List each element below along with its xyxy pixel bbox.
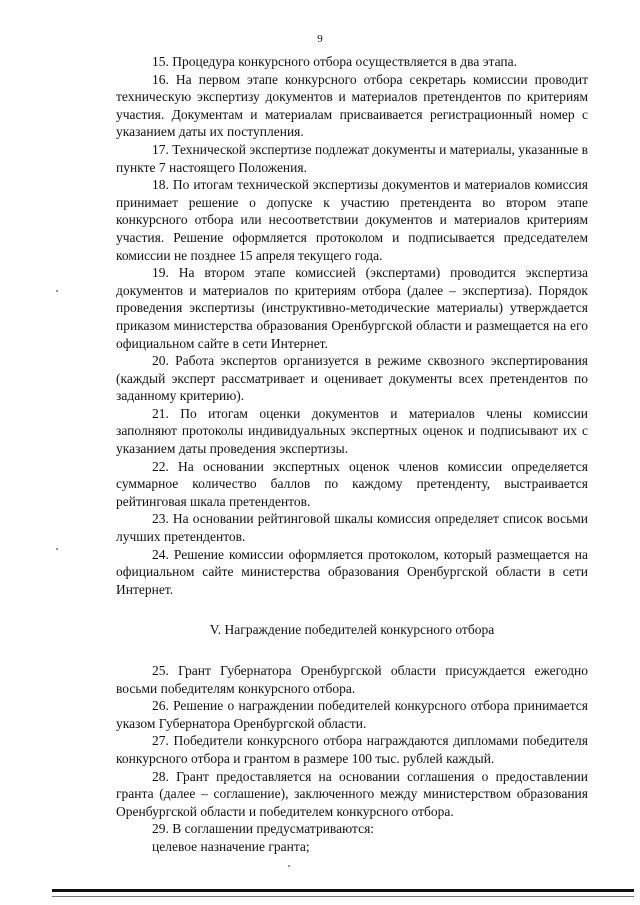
paragraph-18: 18. По итогам технической экспертизы документов и материалов комиссия принимает решение о допуске к участию претендента во втором этапе конкурсного отбора или несоответствии документов и материалов критериям участия. Решение оформляется протоколом и подписывается председателем комиссии не позднее 15 апреля текущего года.: [116, 177, 588, 263]
paragraph-22: 22. На основании экспертных оценок членов комиссии определяется суммарное количество баллов по каждому претенденту, выстраивается рейтинговая шкала претендентов.: [116, 458, 588, 509]
paragraph-19: 19. На втором этапе комиссией (экспертами) проводится экспертиза документов и материалов по критериям отбора (далее – экспертиза). Порядок проведения экспертизы (инструктивно-методические материалы) утверждается приказом министерства образования Оренбургской области и размещается на его официальном сайте в сети Интернет.: [116, 265, 588, 351]
section-title: V. Награждение победителей конкурсного отбора: [209, 622, 495, 638]
paragraph-16: 16. На первом этапе конкурсного отбора секретарь комиссии проводит техническую экспертизу документов и материалов претендентов по критериям участия. Документам и материалам присваивается регистрационный номер с указанием даты их поступления.: [116, 71, 588, 140]
paragraph-15: 15. Процедура конкурсного отбора осуществляется в два этапа.: [152, 54, 517, 69]
paragraph-17: 17. Технической экспертизе подлежат документы и материалы, указанные в пункте 7 настоящего Положения.: [116, 141, 588, 175]
paragraph-29-item: целевое назначение гранта;: [152, 838, 310, 854]
paragraph-28: 28. Грант предоставляется на основании соглашения о предоставлении гранта (далее – соглашение), заключенного между министерством образования Оренбургской области и победителем конкурсного отбора.: [116, 768, 588, 819]
paragraph-29: 29. В соглашении предусматриваются:: [152, 821, 375, 837]
paragraph-23: 23. На основании рейтинговой шкалы комиссия определяет список восьми лучших претендентов.: [116, 511, 588, 545]
paragraph-27: 27. Победители конкурсного отбора награждаются дипломами победителя конкурсного отбора и грантом в размере 100 тыс. рублей каждый.: [116, 733, 588, 766]
paragraph-26: 26. Решение о награждении победителей конкурсного отбора принимается указом Губернатора Оренбургской области.: [116, 698, 588, 731]
paragraph-25: 25. Грант Губернатора Оренбургской области присуждается ежегодно восьми победителям конкурсного отбора.: [116, 663, 588, 696]
paragraph-24: 24. Решение комиссии оформляется протоколом, который размещается на официальном сайте министерства образования Оренбургской области в сети Интернет.: [116, 546, 588, 597]
scan-speck: [56, 290, 58, 292]
page-bottom-border-shadow: [52, 896, 634, 897]
page-bottom-border: [52, 889, 634, 892]
document-body: [116, 53, 588, 856]
paragraph-21: 21. По итогам оценки документов и материалов члены комиссии заполняют протоколы индивидуальных экспертных оценок и подписывают их с указанием даты проведения экспертизы.: [116, 405, 588, 457]
scan-speck: [56, 548, 58, 550]
paragraph-20: 20. Работа экспертов организуется в режиме сквозного экспертирования (каждый эксперт рассматривает и оценивает документы всех претендентов по заданному критерию).: [116, 353, 588, 404]
page-number: 9: [317, 33, 323, 45]
scan-speck: [288, 865, 290, 867]
